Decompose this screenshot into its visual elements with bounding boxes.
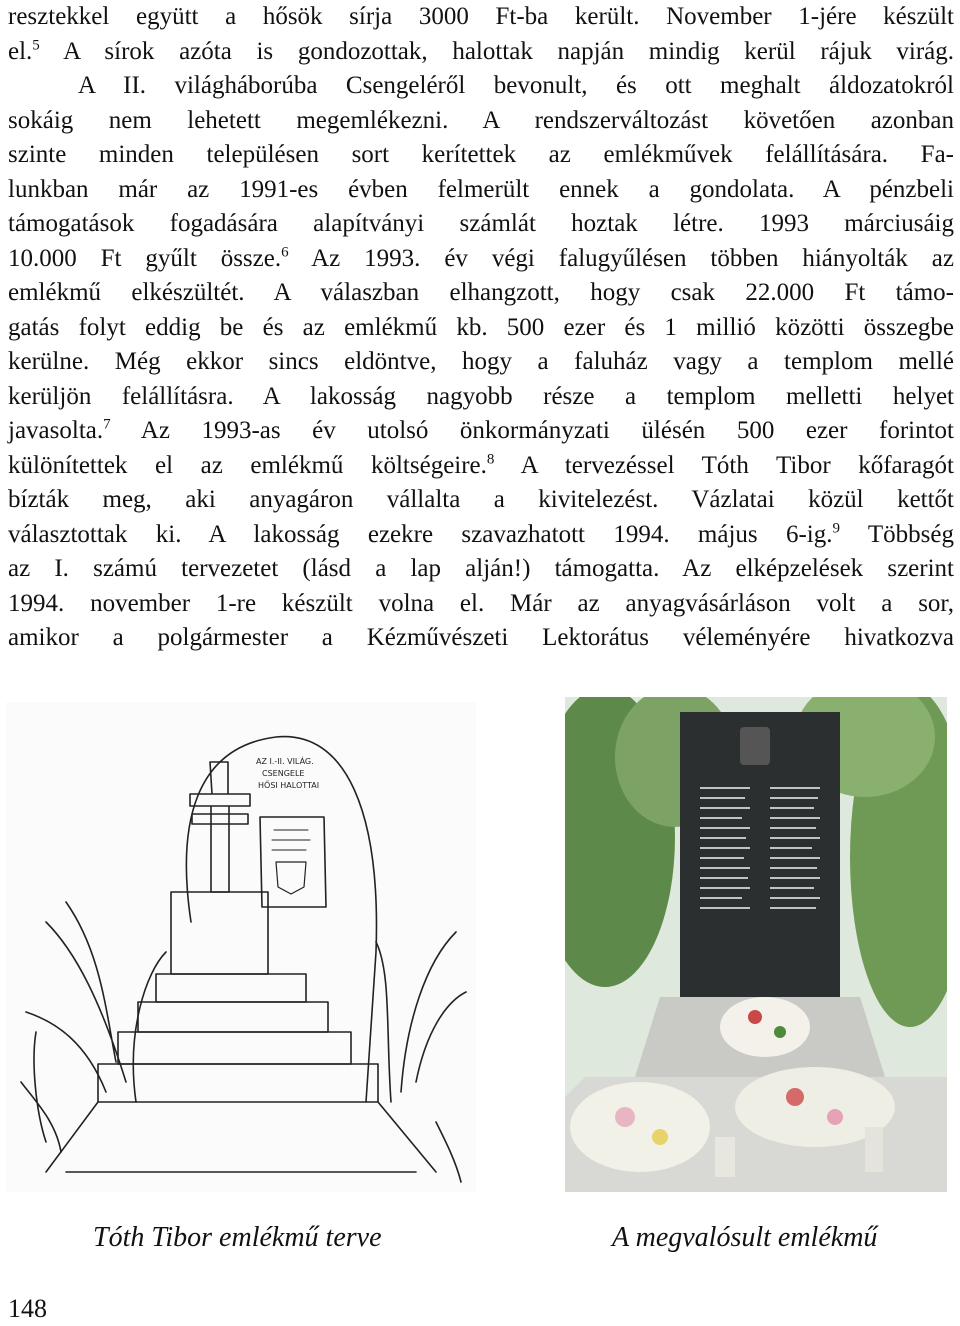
body-line: az I. számú tervezetet (lásd a lap alján!) támogatta. Az elképzelések szerint: [8, 555, 954, 582]
figure-caption-left: Tóth Tibor emlékmű terve: [93, 1222, 382, 1253]
body-line: bízták meg, aki anyagáron vállalta a kivitelezést. Vázlatai közül kettőt: [8, 486, 954, 513]
body-line: választottak ki. A lakosság ezekre szavazhatott 1994. május 6-ig.$^9$ Többség: [8, 520, 954, 548]
footnote-marker[interactable]: 8: [486, 451, 495, 468]
body-line: szinte minden településen sort kerítettek az emlékművek felállítására. Fa-: [8, 141, 954, 168]
body-line: emlékmű elkészültét. A válaszban elhangzott, hogy csak 22.000 Ft támo-: [8, 279, 954, 306]
footnote-marker[interactable]: 7: [103, 416, 111, 433]
body-line: különítettek el az emlékmű költségeire.$^8$ A tervezéssel Tóth Tibor kőfaragót: [8, 451, 955, 479]
footnote-marker[interactable]: 5: [32, 37, 40, 54]
figure-caption-right: A megvalósult emlékmű: [612, 1222, 878, 1253]
body-text: [8, 0, 954, 656]
body-line: sokáig nem lehetett megemlékezni. A rendszerváltozást követően azonban: [8, 106, 954, 134]
body-line: A II. világháborúba Csengeléről bevonult, és ott meghalt áldozatokról: [78, 72, 954, 99]
footnote-marker[interactable]: 6: [281, 244, 289, 261]
body-line: 10.000 Ft gyűlt össze.$^6$ Az 1993. év végi falugyűlésen többen hiányolták az: [8, 244, 954, 272]
plaque-line-3: HŐSI HALOTTAI: [258, 781, 320, 790]
plaque-line-2: CSENGELE: [262, 769, 305, 778]
body-line: kerülne. Még ekkor sincs eldöntve, hogy a faluház vagy a templom mellé: [8, 348, 954, 375]
body-line: lunkban már az 1991-es évben felmerült ennek a gondolata. A pénzbeli: [8, 175, 954, 203]
memorial-photo-drawing: [565, 697, 947, 1192]
memorial-design-sketch: [6, 702, 476, 1192]
body-line: resztekkel együtt a hősök sírja 3000 Ft-ba került. November 1-jére készült: [8, 3, 954, 30]
sketch-drawing: [6, 702, 476, 1192]
body-line: gatás folyt eddig be és az emlékmű kb. 500 ezer és 1 millió közötti összegbe: [8, 313, 954, 341]
page-number: 148: [8, 1294, 47, 1323]
body-line: kerüljön felállításra. A lakosság nagyobb része a templom melletti helyet: [8, 382, 954, 410]
body-line: támogatások fogadására alapítványi számlát hoztak létre. 1993 márciusáig: [8, 210, 954, 237]
body-line: el.$^5$ A sírok azóta is gondozottak, halottak napján mindig kerül rájuk virág.: [8, 37, 954, 65]
body-line: amikor a polgármester a Kézművészeti Lektorátus véleményére hivatkozva: [8, 624, 954, 651]
plaque-line-1: AZ I.-II. VILÁG.: [256, 757, 314, 766]
body-line: 1994. november 1-re készült volna el. Már az anyagvásárláson volt a sor,: [8, 589, 954, 617]
memorial-photo: [565, 697, 947, 1192]
body-line: javasolta.$^7$ Az 1993-as év utolsó önkormányzati ülésén 500 ezer forintot: [8, 416, 954, 444]
footnote-marker[interactable]: 9: [832, 520, 840, 537]
